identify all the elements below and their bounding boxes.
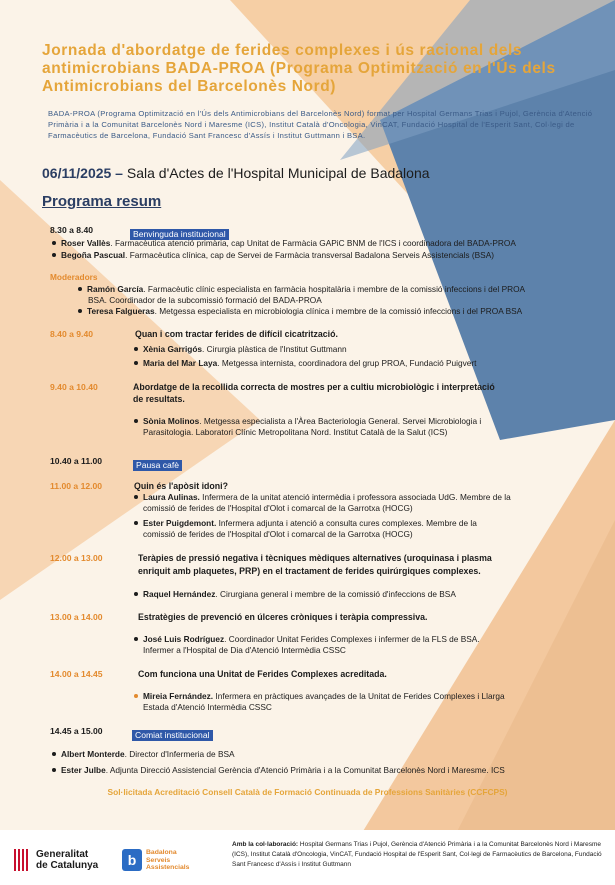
speaker-desc: . Farmacèutica atenció primària, cap Unitat de Farmàcia GAPiC BNM de l'ICS i coordinadora del BADA-PROA [110,238,516,248]
speaker-name: Mireia Fernández. [143,691,214,701]
moderator-item [78,306,598,317]
speaker-desc: . Cirurgiana general i membre de la comissió d'infeccions de BSA [215,589,456,599]
session-title: Estratègies de prevenció en úlceres cròniques i teràpia compressiva. [138,612,428,622]
session-time: 14.00 a 14.45 [50,669,103,679]
welcome-time: 8.30 a 8.40 [50,225,94,235]
bullet-icon [134,361,138,365]
session-title-cont: de resultats. [133,394,185,404]
bsa-b-icon: b [122,849,142,871]
speaker-desc-cont: Parasitologia. Laboratori Clínic Metropolitana Nord. Institut Català de la Salut (ICS) [143,427,448,437]
collaboration-text [232,840,608,870]
speaker-name: Roser Vallès [61,238,111,248]
session-time: 13.00 a 14.00 [50,612,103,622]
speaker-desc: . Director d'Infermeria de BSA [124,749,235,759]
pause-label: Pausa cafè [133,460,182,471]
speaker-item [134,358,604,369]
session-time: 11.00 a 12.00 [50,481,103,491]
speaker-name: Sònia Molinos [143,416,200,426]
senyera-icon [14,849,30,871]
speaker-desc: . Adjunta Direcció Assistencial Gerència d'Atenció Primària i a la Comunitat Barcelonès Nord i Maresme. ICS [105,765,505,775]
generalitat-text [36,849,98,871]
bullet-icon [134,694,138,698]
bsa-text [146,849,189,872]
bullet-icon [134,347,138,351]
bullet-icon [78,309,82,313]
session-time: 12.00 a 13.00 [50,553,103,563]
bullet-icon [134,592,138,596]
session-time: 9.40 a 10.40 [50,382,98,392]
moderator-desc: . Farmacèutic clínic especialista en farmàcia hospitalària i membre de la comissió infeccions i del PROA [143,284,526,294]
closing-wrap [132,725,213,743]
session-title: Teràpies de pressió negativa i tècniques mèdiques alternatives (uroquinasa i plasma [138,553,492,563]
speaker-item [52,749,607,760]
moderator-name: Ramón García [87,284,144,294]
pause-time: 10.40 a 11.00 [50,456,103,466]
closing-label: Comiat institucional [132,730,213,741]
intro-text: BADA-PROA (Programa Optimització en l'Ús dels Antimicrobians del Barcelonès Nord) format per Hospital Germans Trias i Pujol, Gerència d'Atenció Primària i a la Comunitat Barcelonès Nord i Maresme (ICS), Institut Català d'Oncologia, VinCAT, Fundació Hospital de l'Esperit Sant, Col·legi de Farmacèutics de Barcelona, Fundació Sant Francesc d'Assís i Institut Guttmann i BSA. [48,109,593,140]
speaker-item [134,589,604,600]
speaker-desc: . Cirurgia plàstica de l'Institut Guttmann [202,344,347,354]
speaker-name: Xènia Garrigós [143,344,203,354]
speaker-name: Albert Monterde [61,749,125,759]
bullet-icon [52,768,56,772]
speaker-name: Raquel Hernández [143,589,216,599]
bullet-icon [52,752,56,756]
speaker-item [134,518,604,529]
bsa-logo [122,849,189,872]
speaker-desc-cont: comissió de ferides de l'Hospital d'Olot i comarcal de la Garrotxa (HOCG) [143,503,413,513]
speaker-item [52,250,607,261]
generalitat-line1: Generalitat [36,849,89,860]
session-title: Quan i com tractar ferides de difícil cicatrització. [135,329,338,339]
bsa-line2: Serveis [146,856,171,864]
event-date: 06/11/2025 – [42,165,123,181]
session-title: Com funciona una Unitat de Ferides Complexes acreditada. [138,669,387,679]
generalitat-logo [14,849,98,871]
bullet-icon [134,495,138,499]
bullet-icon [52,241,56,245]
event-venue: Sala d'Actes de l'Hospital Municipal de Badalona [126,165,430,181]
speaker-item [52,765,607,776]
speaker-desc-cont: Estada d'Atenció Intermèdia CSSC [143,702,272,712]
welcome-label: Benvinguda institucional [130,229,229,240]
speaker-item [134,492,604,503]
session-time: 8.40 a 9.40 [50,329,94,339]
bullet-icon [52,253,56,257]
bullet-icon [134,521,138,525]
moderators-label: Moderadors [50,272,98,282]
accreditation-note: Sol·licitada Acreditació Consell Català de Formació Continuada de Professions Sanitàries (CCFCPS) [107,787,508,797]
moderator-name: Teresa Falgueras [87,306,155,316]
collaboration-label: Amb la col·laboració: [232,841,299,848]
bsa-line1: Badalona [146,849,177,856]
speaker-name: Ester Puigdemont. [143,518,217,528]
event-title: Jornada d'abordatge de ferides complexes i ús racional dels antimicrobians BADA-PROA (Programa Optimització en l'Ús dels Antimicrobians del Barcelonès Nord) [42,42,556,95]
pause-wrap [133,455,182,473]
speaker-item [134,416,604,427]
speaker-desc: Infermera adjunta i atenció a consulta cures complexes. Membre de la [216,518,477,528]
moderator-desc-cont: BSA. Coordinador de la subcomissió formació del BADA-PROA [88,295,322,305]
moderator-desc: . Metgessa especialista en microbiologia clínica i membre de la comissió infeccions i del PROA BSA [154,306,523,316]
closing-time: 14.45 a 15.00 [50,726,103,736]
date-venue-line [42,165,430,181]
programa-title: Programa resum [42,193,162,210]
session-title: Abordatge de la recollida correcta de mostres per a cultiu microbiològic i interpretació [133,382,495,392]
session-title: Quin és l'apòsit idoni? [134,481,228,491]
speaker-item [52,238,607,249]
speaker-desc: Infermera en pràctiques avançades de la Unitat de Ferides Complexes i Llarga [213,691,505,701]
speaker-name: Maria del Mar Laya [143,358,218,368]
speaker-desc-cont: comissió de ferides de l'Hospital d'Olot i comarcal de la Garrotxa (HOCG) [143,529,413,539]
collaboration-list: Hospital Germans Trias i Pujol, Gerència d'Atenció Primària i a la Comunitat Barcelonès Nord i Maresme (ICS), Institut Català d'Oncologia, VinCAT, Fundació Hospital de l'Esperit Sant, Col·legi de Farmacèutics de Barcelona, Fundació Sant Francesc d'Assís i Institut Guttmann [232,841,602,868]
speaker-name: José Luis Rodríguez [143,634,225,644]
bsa-line3: Assistencials [146,864,190,871]
speaker-desc-cont: Infermer a l'Hospital de Dia d'Atenció Intermèdia CSSC [143,645,346,655]
speaker-name: Ester Julbe [61,765,106,775]
speaker-name: Begoña Pascual [61,250,126,260]
bullet-icon [78,287,82,291]
speaker-desc: Infermera de la unitat atenció intermèdia i professora associada UdG. Membre de la [199,492,511,502]
speaker-desc: . Coordinador Unitat Ferides Complexes i infermer de la FLS de BSA. [224,634,480,644]
speaker-desc: . Farmacèutica clínica, cap de Servei de Farmàcia transversal Badalona Serveis Assistencials (BSA) [125,250,495,260]
speaker-item [134,634,604,645]
speaker-item [134,691,604,702]
moderator-item [78,284,598,295]
speaker-name: Laura Aulinas. [143,492,200,502]
speaker-item [134,344,604,355]
speaker-desc: . Metgessa internista, coordinadora del grup PROA, Fundació Puigvert [217,358,477,368]
session-title-cont: enriquit amb plaquetes, PRP) en el tractament de ferides quirúrgiques complexes. [138,566,481,576]
speaker-desc: . Metgessa especialista a l'Àrea Bacteriologia General. Servei Microbiologia i [199,416,482,426]
bullet-icon [134,637,138,641]
bullet-icon [134,419,138,423]
generalitat-line2: de Catalunya [36,860,99,871]
